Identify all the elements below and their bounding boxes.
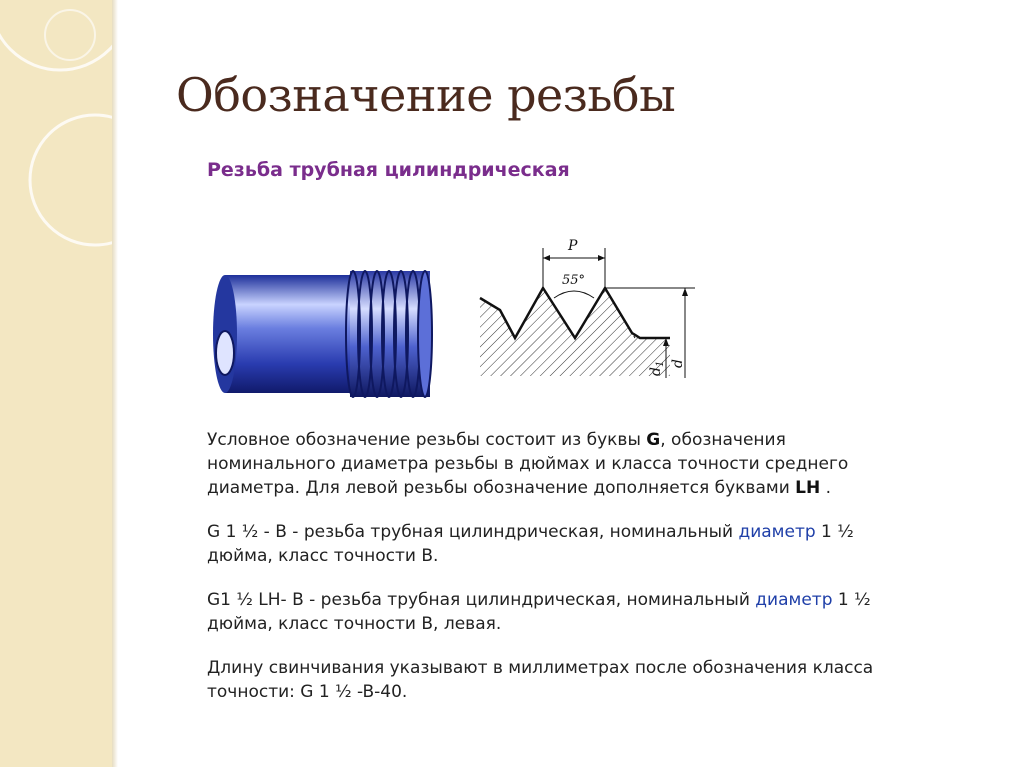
sidebar-decoration <box>0 0 112 767</box>
paragraph-example-1: G 1 ½ - B - резьба трубная цилиндрическая, номинальный диаметр 1 ½ дюйма, класс точности В. <box>207 522 854 566</box>
paragraph-example-2: G1 ½ LH- B - резьба трубная цилиндрическая, номинальный диаметр 1 ½ дюйма, класс точности В, левая. <box>207 590 871 634</box>
d-label <box>670 359 686 368</box>
slide-title: Обозначение резьбы <box>176 68 676 122</box>
pitch-label: P <box>568 238 578 254</box>
slide-subtitle: Резьба трубная цилиндрическая <box>207 159 570 181</box>
decorative-rings <box>0 0 112 767</box>
thread-profile-drawing <box>470 228 710 388</box>
svg-text:d1: $d_1$ <box>648 360 666 376</box>
angle-label: 55° <box>562 273 586 288</box>
paragraph-length: Длину свинчивания указывают в миллиметрах после обозначения класса точности: G 1 ½ -B-40. <box>207 658 874 702</box>
sidebar-edge <box>112 0 118 767</box>
pipe-illustration <box>205 265 445 405</box>
paragraph-designation-rule: Условное обозначение резьбы состоит из буквы G, обозначения номинального диаметра резьбы в дюймах и класса точности среднего диаметра. Для левой резьбы обозначение дополняется буквами LH . <box>207 430 849 498</box>
diameter-link: диаметр <box>755 590 833 610</box>
svg-text:d: d <box>670 359 686 368</box>
thread-rings <box>346 271 432 397</box>
diameter-link: диаметр <box>738 522 816 542</box>
description-text <box>207 428 907 724</box>
